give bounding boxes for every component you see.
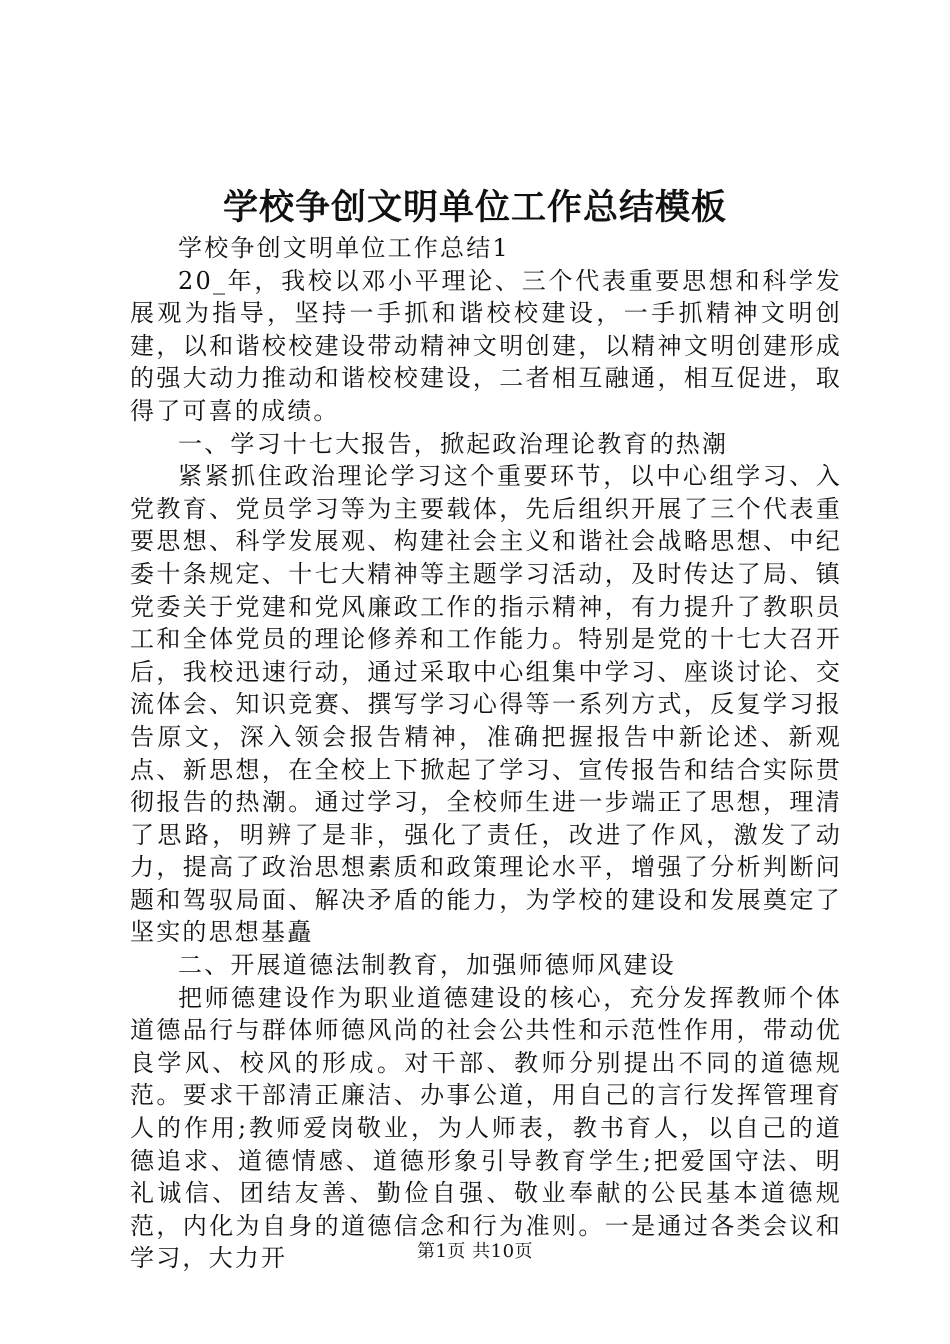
paragraph-intro: 20_年，我校以邓小平理论、三个代表重要思想和科学发展观为指导，坚持一手抓和谐校校建设，一手抓精神文明创建，以和谐校校建设带动精神文明创建，以精神文明创建形成的强大动力推动和谐校校建设，二者相互融通，相互促进，取得了可喜的成绩。 bbox=[130, 266, 842, 425]
section-heading-2: 二、开展道德法制教育，加强师德师风建设 bbox=[178, 951, 676, 980]
document-body bbox=[130, 232, 842, 1275]
document-title: 学校争创文明单位工作总结模板 bbox=[222, 187, 727, 228]
page-number: 第1页 共10页 bbox=[416, 1241, 534, 1262]
section-heading-1: 一、学习十七大报告，掀起政治理论教育的热潮 bbox=[178, 429, 729, 458]
paragraph-subtitle: 学校争创文明单位工作总结1 bbox=[178, 234, 510, 262]
paragraph-section-1: 紧紧抓住政治理论学习这个重要环节，以中心组学习、入党教育、党员学习等为主要载体，先后组织开展了三个代表重要思想、科学发展观、构建社会主义和谐社会战略思想、中纪委十条规定、十七大精神等主题学习活动，及时传达了局、镇党委关于党建和党风廉政工作的指示精神，有力提升了教职员工和全体党员的理论修养和工作能力。特别是党的十七大召开后，我校迅速行动，通过采取中心组集中学习、座谈讨论、交流体会、知识竞赛、撰写学习心得等一系列方式，反复学习报告原文，深入领会报告精神，准确把握报告中新论述、新观点、新思想，在全校上下掀起了学习、宣传报告和结合实际贯彻报告的热潮。通过学习，全校师生进一步端正了思想，理清了思路，明辨了是非，强化了责任，改进了作风，激发了动力，提高了政治思想素质和政策理论水平，增强了分析判断问题和驾驭局面、解决矛盾的能力，为学校的建设和发展奠定了坚实的思想基矗 bbox=[130, 462, 842, 947]
paragraph-section-2: 把师德建设作为职业道德建设的核心，充分发挥教师个体道德品行与群体师德风尚的社会公共性和示范性作用，带动优良学风、校风的形成。对干部、教师分别提出不同的道德规范。要求干部清正廉洁、办事公道，用自己的言行发挥管理育人的作用;教师爱岗敬业，为人师表，教书育人，以自己的道德追求、道德情感、道德形象引导教育学生;把爱国守法、明礼诚信、团结友善、勤俭自强、敬业奉献的公民基本道德规范，内化为自身的道德信念和行为准则。一是通过各类会议和学习，大力开 bbox=[130, 983, 842, 1273]
